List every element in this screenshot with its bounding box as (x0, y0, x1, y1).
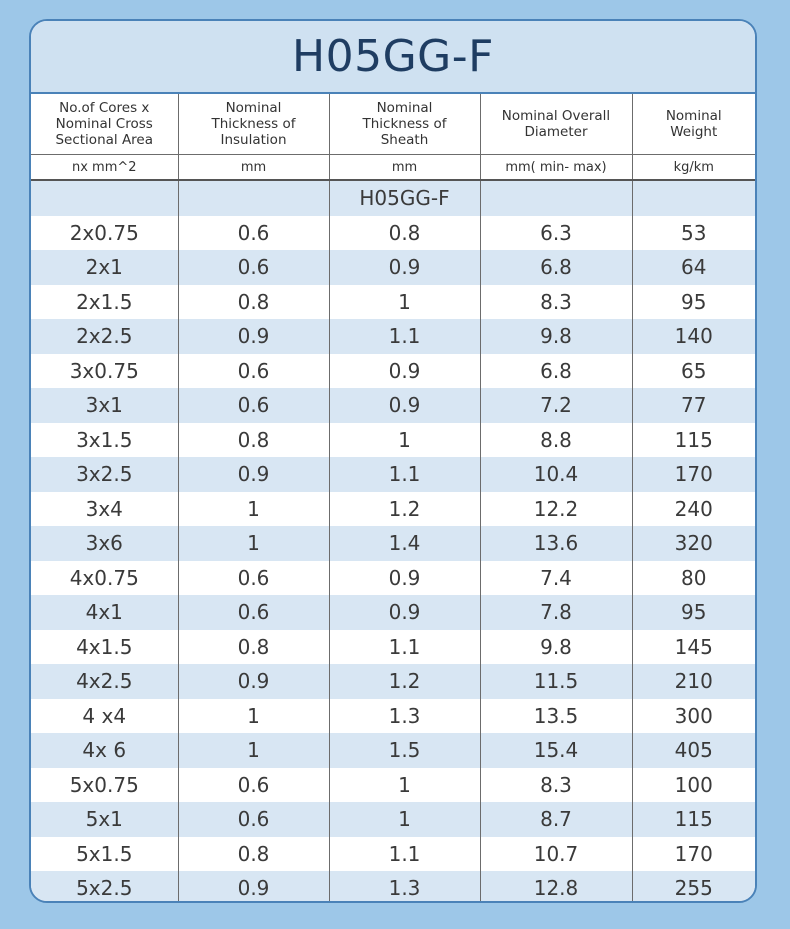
cell-insulation: 0.6 (178, 802, 329, 837)
cell-weight: 100 (632, 768, 755, 803)
cell-insulation: 0.6 (178, 561, 329, 596)
cell-cores-area: 2x1 (31, 250, 178, 285)
cell-diameter: 6.8 (480, 250, 632, 285)
cell-weight: 65 (632, 354, 755, 389)
table-row (31, 250, 755, 285)
cell-cores-area: 4x2.5 (31, 664, 178, 699)
cell-cores-area: 4x1.5 (31, 630, 178, 665)
cell-insulation: 1 (178, 733, 329, 768)
cell-weight: 77 (632, 388, 755, 423)
spec-card (29, 19, 757, 903)
cell-sheath: 1.1 (329, 837, 480, 872)
cell-insulation: 0.6 (178, 388, 329, 423)
cell-diameter: 8.3 (480, 768, 632, 803)
spec-table (31, 94, 755, 903)
cell-sheath: 1.1 (329, 457, 480, 492)
cell-insulation: 0.9 (178, 664, 329, 699)
table-row (31, 526, 755, 561)
cell-weight: 300 (632, 699, 755, 734)
cell-weight: 210 (632, 664, 755, 699)
cell-weight: 95 (632, 595, 755, 630)
table-row (31, 561, 755, 596)
header-insulation: Nominal Thickness of Insulation (178, 94, 329, 155)
cell-weight: 53 (632, 216, 755, 251)
cell-insulation: 1 (178, 526, 329, 561)
unit-diameter: mm( min- max) (480, 155, 632, 181)
cell-diameter: 10.7 (480, 837, 632, 872)
cell-diameter: 8.3 (480, 285, 632, 320)
cell-weight: 145 (632, 630, 755, 665)
cell-sheath: 0.9 (329, 250, 480, 285)
cell-weight: 115 (632, 423, 755, 458)
table-row (31, 216, 755, 251)
cell-sheath: 1.1 (329, 630, 480, 665)
cell-weight: 320 (632, 526, 755, 561)
header-cores-area: No.of Cores x Nominal Cross Sectional Area (31, 94, 178, 155)
cell-insulation: 0.6 (178, 250, 329, 285)
cell-cores-area: 5x1 (31, 802, 178, 837)
table-row (31, 802, 755, 837)
table-row (31, 768, 755, 803)
cell-cores-area: 3x4 (31, 492, 178, 527)
cell-cores-area: 3x6 (31, 526, 178, 561)
cell-cores-area: 5x1.5 (31, 837, 178, 872)
cell-diameter: 9.8 (480, 319, 632, 354)
group-cell (632, 180, 755, 216)
table-row (31, 733, 755, 768)
cell-diameter: 8.7 (480, 802, 632, 837)
cell-diameter: 12.8 (480, 871, 632, 903)
cell-insulation: 1 (178, 492, 329, 527)
cell-cores-area: 4 x4 (31, 699, 178, 734)
table-row (31, 388, 755, 423)
cell-weight: 240 (632, 492, 755, 527)
table-row (31, 595, 755, 630)
cell-sheath: 1.3 (329, 871, 480, 903)
cell-insulation: 0.6 (178, 595, 329, 630)
table-row (31, 319, 755, 354)
cell-cores-area: 4x1 (31, 595, 178, 630)
cell-sheath: 1.3 (329, 699, 480, 734)
cell-cores-area: 3x1.5 (31, 423, 178, 458)
group-row (31, 180, 755, 216)
cell-insulation: 0.8 (178, 630, 329, 665)
cell-diameter: 10.4 (480, 457, 632, 492)
cell-weight: 95 (632, 285, 755, 320)
cell-sheath: 1.4 (329, 526, 480, 561)
cell-diameter: 8.8 (480, 423, 632, 458)
cell-diameter: 7.2 (480, 388, 632, 423)
cell-insulation: 0.9 (178, 871, 329, 903)
table-row (31, 354, 755, 389)
cell-insulation: 0.8 (178, 423, 329, 458)
page-title: H05GG-F (31, 21, 755, 94)
cell-diameter: 7.4 (480, 561, 632, 596)
table-row (31, 630, 755, 665)
cell-insulation: 0.9 (178, 457, 329, 492)
cell-weight: 80 (632, 561, 755, 596)
units-row (31, 155, 755, 181)
table-row (31, 871, 755, 903)
cell-cores-area: 5x0.75 (31, 768, 178, 803)
cell-sheath: 0.9 (329, 388, 480, 423)
cell-sheath: 1.2 (329, 664, 480, 699)
cell-diameter: 13.5 (480, 699, 632, 734)
cell-cores-area: 3x0.75 (31, 354, 178, 389)
cell-cores-area: 4x0.75 (31, 561, 178, 596)
cell-sheath: 0.9 (329, 595, 480, 630)
cell-sheath: 0.9 (329, 354, 480, 389)
cell-sheath: 0.9 (329, 561, 480, 596)
table-row (31, 699, 755, 734)
cell-weight: 255 (632, 871, 755, 903)
cell-diameter: 7.8 (480, 595, 632, 630)
cell-insulation: 0.6 (178, 216, 329, 251)
cell-cores-area: 3x2.5 (31, 457, 178, 492)
cell-weight: 115 (632, 802, 755, 837)
unit-insulation: mm (178, 155, 329, 181)
cell-sheath: 1 (329, 285, 480, 320)
cell-sheath: 1 (329, 423, 480, 458)
table-row (31, 423, 755, 458)
header-sheath: Nominal Thickness of Sheath (329, 94, 480, 155)
cell-sheath: 0.8 (329, 216, 480, 251)
cell-cores-area: 5x2.5 (31, 871, 178, 903)
unit-weight: kg/km (632, 155, 755, 181)
cell-weight: 170 (632, 837, 755, 872)
table-row (31, 457, 755, 492)
table-row (31, 664, 755, 699)
table-row (31, 285, 755, 320)
table-row (31, 837, 755, 872)
cell-cores-area: 2x2.5 (31, 319, 178, 354)
cell-cores-area: 2x0.75 (31, 216, 178, 251)
cell-diameter: 6.8 (480, 354, 632, 389)
cell-diameter: 12.2 (480, 492, 632, 527)
cell-weight: 405 (632, 733, 755, 768)
cell-insulation: 0.8 (178, 285, 329, 320)
unit-cores-area: nx mm^2 (31, 155, 178, 181)
table-row (31, 492, 755, 527)
cell-insulation: 0.6 (178, 768, 329, 803)
cell-sheath: 1 (329, 802, 480, 837)
cell-diameter: 6.3 (480, 216, 632, 251)
header-diameter: Nominal Overall Diameter (480, 94, 632, 155)
group-label: H05GG-F (329, 180, 480, 216)
cell-sheath: 1.1 (329, 319, 480, 354)
cell-cores-area: 4x 6 (31, 733, 178, 768)
cell-insulation: 0.8 (178, 837, 329, 872)
unit-sheath: mm (329, 155, 480, 181)
cell-diameter: 15.4 (480, 733, 632, 768)
group-cell (31, 180, 178, 216)
cell-sheath: 1.5 (329, 733, 480, 768)
cell-insulation: 0.6 (178, 354, 329, 389)
cell-sheath: 1.2 (329, 492, 480, 527)
header-weight: Nominal Weight (632, 94, 755, 155)
cell-weight: 140 (632, 319, 755, 354)
header-row (31, 94, 755, 155)
cell-weight: 170 (632, 457, 755, 492)
cell-diameter: 9.8 (480, 630, 632, 665)
table-body (31, 180, 755, 903)
cell-cores-area: 2x1.5 (31, 285, 178, 320)
cell-diameter: 11.5 (480, 664, 632, 699)
cell-insulation: 0.9 (178, 319, 329, 354)
cell-diameter: 13.6 (480, 526, 632, 561)
cell-weight: 64 (632, 250, 755, 285)
cell-cores-area: 3x1 (31, 388, 178, 423)
cell-sheath: 1 (329, 768, 480, 803)
cell-insulation: 1 (178, 699, 329, 734)
group-cell (480, 180, 632, 216)
group-cell (178, 180, 329, 216)
